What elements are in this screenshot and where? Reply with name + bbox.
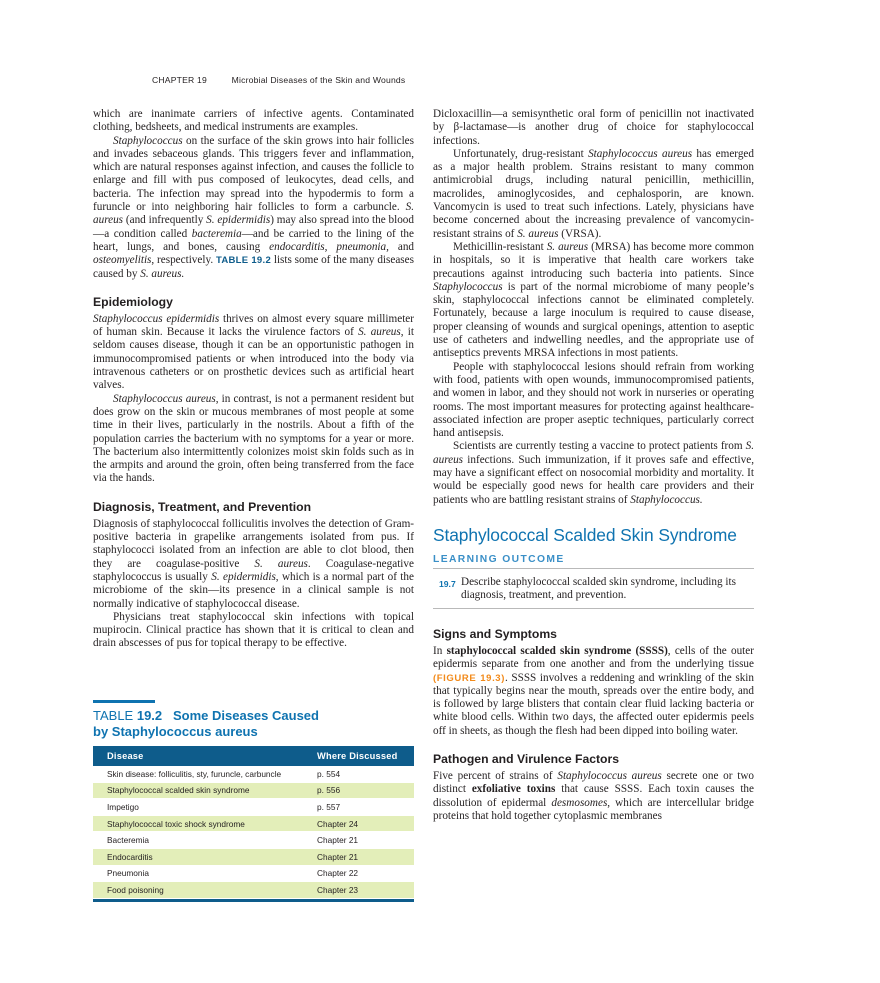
section-title: Staphylococcal Scalded Skin Syndrome	[433, 524, 737, 545]
paragraph: Staphylococcus on the surface of the skin grows into hair follicles and invades sebaceous glands. This triggers fever and inflammation, which are natural responses against infection, and causes the follicle to enlarge and fill with pus composed of leukocytes, dead cells, and bacteria. The infection may spread into the hypodermis to form a furuncle or into neighboring hair follicles to form a carbuncle. S. aureus (and infrequently S. epidermidis) may also spread into the blood—a condition called bacteremia—and be carried to the lining of the heart, lungs, and bones, causing endocarditis, pneumonia, and osteomyelitis, respectively. TABLE 19.2 lists some of the many diseases caused by S. aureus.	[93, 134, 415, 280]
disease-cell: Pneumonia	[93, 865, 303, 882]
paragraph: Staphylococcus aureus, in contrast, is not a permanent resident but does grow on the skin or mucous membranes of most people at some time in their lives, particularly in the nostrils. About a fifth of the population carries the bacterium with no symptoms for a year or more. The bacterium also intermittently colonizes moist skin folds such as in the armpits and around the groin, often being transferred from the face via the hands.	[93, 392, 414, 485]
paragraph: Dicloxacillin—a semisynthetic oral form of penicillin not inactivated by β-lactamase—is another drug of choice for staphylococcal infections.	[433, 108, 754, 147]
where-discussed-cell: Chapter 21	[303, 848, 414, 865]
disease-cell: Food poisoning	[93, 882, 303, 899]
table-row	[93, 815, 414, 832]
paragraph: which are inanimate carriers of infective agents. Contaminated clothing, bedsheets, and medical instruments are examples.	[93, 108, 414, 134]
table-row	[93, 799, 414, 816]
where-discussed-cell: Chapter 22	[303, 865, 414, 882]
paragraph: Staphylococcus epidermidis thrives on almost every square millimeter of human skin. Because it lacks the virulence factors of S. aureus, it seldom causes disease, though it can be an opportunistic pathogen in immunocompromised patients or when introduced into the body via intravenous catheters or on prosthetic devices such as artificial heart valves.	[93, 312, 414, 392]
figure-reference-link[interactable]: (FIGURE 19.3)	[433, 672, 505, 684]
where-discussed-cell: p. 554	[303, 766, 414, 782]
table-header-where: Where Discussed	[303, 746, 414, 766]
heading-signs: Signs and Symptoms	[433, 626, 557, 641]
table-row	[93, 832, 414, 849]
paragraph: Five percent of strains of Staphylococcus aureus secrete one or two distinct exfoliative toxins that cause SSSS. Each toxin causes the dissolution of epidermal desmosomes, which are intercellular bridge proteins that hold together cytoplasmic membranes	[433, 769, 754, 822]
heading-pathogen: Pathogen and Virulence Factors	[433, 751, 620, 766]
right-column	[433, 108, 754, 823]
learning-outcome-title: LEARNING OUTCOME	[433, 554, 754, 569]
heading-diagnosis: Diagnosis, Treatment, and Prevention	[93, 499, 312, 514]
learning-outcome-text: Describe staphylococcal scalded skin syndrome, including its diagnosis, treatment, and prevention.	[461, 575, 736, 602]
table-title: TABLE 19.2 Some Diseases Caused by Staphylococcus aureus	[93, 708, 319, 739]
chapter-label: CHAPTER 19	[152, 75, 208, 85]
learning-outcome-item	[433, 569, 754, 609]
left-column	[93, 108, 414, 651]
paragraph: In staphylococcal scalded skin syndrome (SSSS), cells of the outer epidermis separate from one another and from the underlying tissue (FIGURE 19.3). SSSS involves a reddening and wrinkling of the skin that typically begins near the mouth, spreads over the entire body, and is followed by large blisters that contain clear fluid lacking bacteria or white blood cells. Within two days, the affected outer epidermis peels off in sheets, as though the flesh had been dipped into boiling water.	[433, 644, 754, 737]
where-discussed-cell: Chapter 24	[303, 815, 414, 832]
table-reference-link[interactable]: TABLE 19.2	[215, 255, 272, 267]
chapter-title: Microbial Diseases of the Skin and Wounds	[231, 75, 406, 85]
table-row	[93, 782, 414, 799]
disease-cell: Endocarditis	[93, 848, 303, 865]
disease-cell: Staphylococcal toxic shock syndrome	[93, 815, 303, 832]
running-header	[152, 75, 405, 85]
table-row	[93, 882, 414, 899]
paragraph: Physicians treat staphylococcal skin infections with topical mupirocin. Clinical practice has shown that it is critical to clean and drain abscesses of pus for topical therapy to be effective.	[93, 610, 414, 650]
heading-epidemiology: Epidemiology	[93, 294, 173, 309]
where-discussed-cell: p. 556	[303, 782, 414, 799]
paragraph: Scientists are currently testing a vaccine to protect patients from S. aureus infections. Such immunization, if it proves safe and effective, may have a significant effect on nosocomial morbidity and mortality. It would be especially good news for health care providers and their patients who are battling resistant strains of Staphylococcus.	[433, 440, 754, 506]
table-19-2	[93, 700, 414, 902]
table-row	[93, 766, 414, 782]
learning-outcome-number: 19.7	[439, 578, 456, 589]
disease-cell: Skin disease: folliculitis, sty, furuncle, carbuncle	[93, 766, 303, 782]
diseases-table	[93, 746, 414, 899]
where-discussed-cell: p. 557	[303, 799, 414, 816]
paragraph: Diagnosis of staphylococcal folliculitis involves the detection of Gram-positive bacteria in grapelike arrangements isolated from pus. If staphylococci isolated from an infection are able to clot blood, then they are coagulase-positive S. aureus. Coagulase-negative staphylococcus is usually S. epidermidis, which is a normal part of the microbiome of the skin—its presence in a clinical sample is not normally indicative of staphylococcal disease.	[93, 517, 414, 610]
paragraph: People with staphylococcal lesions should refrain from working with food, patients with open wounds, immunocompromised patients, and women in labor, and they should not work in nurseries or operating rooms. The most important measures for protecting against healthcare-associated infection are proper aseptic techniques, particularly correct hand antisepsis.	[433, 360, 754, 440]
disease-cell: Impetigo	[93, 799, 303, 816]
paragraph: Unfortunately, drug-resistant Staphylococcus aureus has emerged as a major health problem. Strains resistant to many common antimicrobial drugs, including natural penicillin, methicillin, macrolides, aminoglycosides, and cephalosporin, are known. Vancomycin is used to treat such infections. Lately, physicians have become concerned about the increasing prevalence of vancomycin-resistant strains of S. aureus (VRSA).	[433, 147, 754, 240]
disease-cell: Bacteremia	[93, 832, 303, 849]
where-discussed-cell: Chapter 23	[303, 882, 414, 899]
table-row	[93, 865, 414, 882]
paragraph: Methicillin-resistant S. aureus (MRSA) has become more common in hospitals, so it is imperative that health care workers take precautions against introducing such bacteria into patients. Since Staphylococcus is part of the normal microbiome of many people’s skin, staphylococcal infections cannot be eliminated completely. Fortunately, because a large inoculum is required to cause disease, proper cleansing of wounds and surgical openings, attention to aseptic use of catheters and indwelling needles, and the appropriate use of antiseptics prevents MRSA infections in most patients.	[433, 240, 754, 360]
disease-cell: Staphylococcal scalded skin syndrome	[93, 782, 303, 799]
table-header-disease: Disease	[93, 746, 303, 766]
table-row	[93, 848, 414, 865]
table-accent-rule	[93, 700, 155, 703]
table-bottom-rule	[93, 899, 414, 902]
where-discussed-cell: Chapter 21	[303, 832, 414, 849]
